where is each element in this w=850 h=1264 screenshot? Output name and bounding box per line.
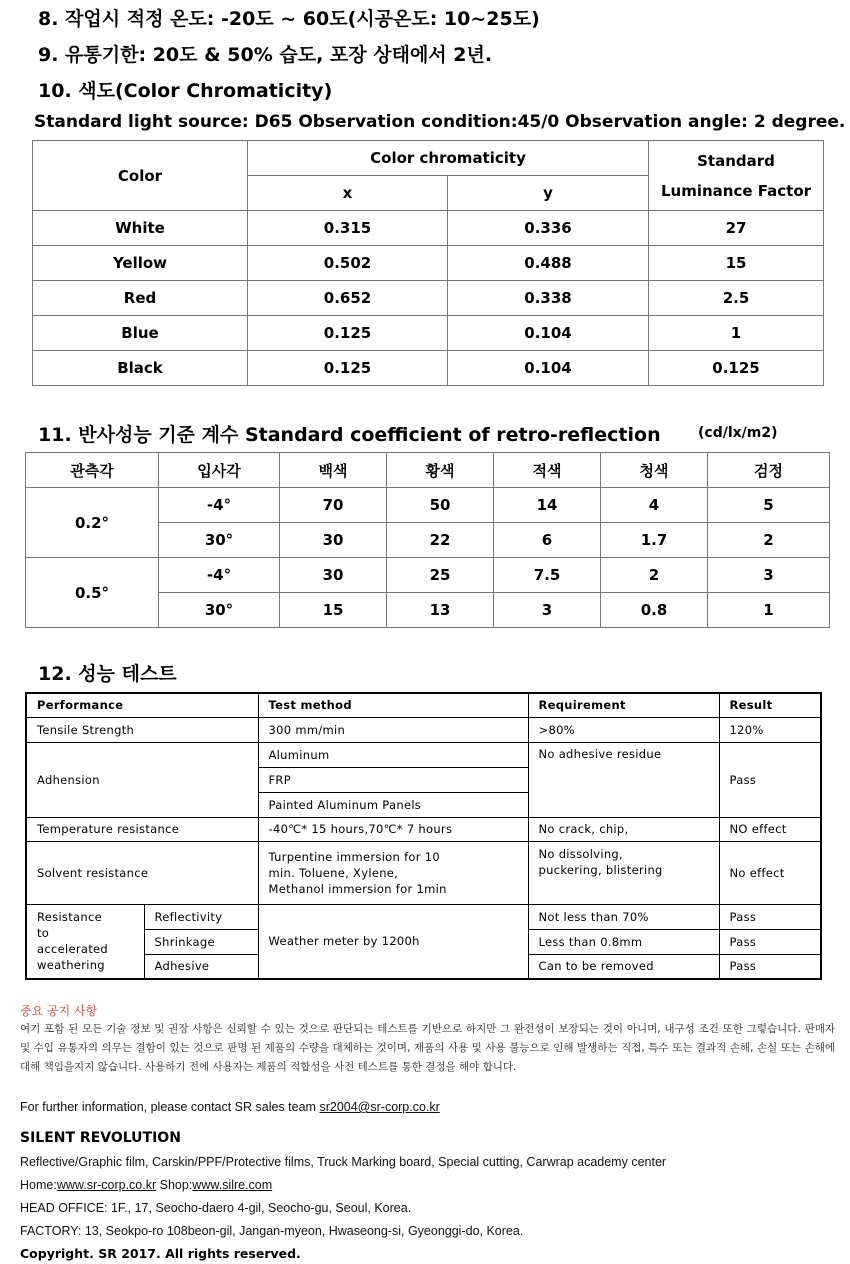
retro-reflection-table bbox=[25, 452, 830, 628]
entrance-angle: 30° bbox=[159, 523, 280, 558]
y-value: 0.338 bbox=[448, 281, 649, 316]
item-11-heading: 11. 반사성능 기준 계수 Standard coefficient of retro-reflection bbox=[38, 424, 661, 446]
result: Pass bbox=[719, 929, 821, 954]
performance-name: Temperature resistance bbox=[26, 817, 258, 841]
table-row bbox=[33, 281, 824, 316]
y-value: 0.488 bbox=[448, 246, 649, 281]
value-black: 1 bbox=[708, 593, 830, 628]
table-row bbox=[33, 316, 824, 351]
perf-line: weathering bbox=[37, 958, 105, 973]
color-name: Black bbox=[33, 351, 248, 386]
requirement: >80% bbox=[528, 717, 719, 742]
result: Pass bbox=[719, 954, 821, 979]
perf-line: accelerated bbox=[37, 942, 108, 957]
value-black: 3 bbox=[708, 558, 830, 593]
value-yellow: 22 bbox=[387, 523, 494, 558]
table-row bbox=[26, 817, 821, 841]
test-method: FRP bbox=[258, 767, 528, 792]
x-value: 0.652 bbox=[248, 281, 448, 316]
table-row bbox=[33, 351, 824, 386]
header-black: 검정 bbox=[708, 453, 830, 488]
value-yellow: 25 bbox=[387, 558, 494, 593]
header-yellow: 황색 bbox=[387, 453, 494, 488]
notice-title: 중요 공지 사항 bbox=[20, 1004, 98, 1018]
table-header-row bbox=[26, 693, 821, 717]
value-red: 7.5 bbox=[494, 558, 601, 593]
requirement-line: No dissolving, bbox=[538, 846, 623, 861]
sub-performance: Reflectivity bbox=[144, 904, 258, 929]
sub-performance: Adhesive bbox=[144, 954, 258, 979]
sub-performance: Shrinkage bbox=[144, 929, 258, 954]
color-name: White bbox=[33, 211, 248, 246]
performance-name bbox=[26, 904, 144, 979]
header-test-method: Test method bbox=[258, 693, 528, 717]
perf-line: Resistance bbox=[37, 910, 102, 925]
table-row bbox=[33, 211, 824, 246]
requirement: Not less than 70% bbox=[528, 904, 719, 929]
value-yellow: 13 bbox=[387, 593, 494, 628]
table-row bbox=[26, 841, 821, 904]
value-white: 15 bbox=[280, 593, 387, 628]
value-black: 2 bbox=[708, 523, 830, 558]
luminance-value: 1 bbox=[649, 316, 824, 351]
header-white: 백색 bbox=[280, 453, 387, 488]
header-luminance bbox=[649, 141, 824, 211]
value-red: 6 bbox=[494, 523, 601, 558]
test-method: -40℃* 15 hours,70℃* 7 hours bbox=[258, 817, 528, 841]
header-luminance-line1: Standard bbox=[697, 151, 775, 170]
requirement: No crack, chip, bbox=[528, 817, 719, 841]
performance-name: Tensile Strength bbox=[26, 717, 258, 742]
value-black: 5 bbox=[708, 488, 830, 523]
value-blue: 4 bbox=[601, 488, 708, 523]
contact-line bbox=[20, 1100, 440, 1114]
y-value: 0.336 bbox=[448, 211, 649, 246]
performance-test-table bbox=[25, 692, 822, 980]
requirement: Can to be removed bbox=[528, 954, 719, 979]
luminance-value: 15 bbox=[649, 246, 824, 281]
value-white: 70 bbox=[280, 488, 387, 523]
factory-address: FACTORY: 13, Seokpo-ro 108beon-gil, Jangan-myeon, Hwaseong-si, Gyeonggi-do, Korea. bbox=[20, 1224, 524, 1238]
value-red: 3 bbox=[494, 593, 601, 628]
header-performance: Performance bbox=[26, 693, 258, 717]
header-red: 적색 bbox=[494, 453, 601, 488]
table-row bbox=[26, 558, 830, 593]
header-color: Color bbox=[33, 141, 248, 211]
result: 120% bbox=[719, 717, 821, 742]
test-method bbox=[258, 841, 528, 904]
contact-email-link[interactable]: sr2004@sr-corp.co.kr bbox=[319, 1100, 440, 1114]
standard-conditions: Standard light source: D65 Observation condition:45/0 Observation angle: 2 degree. bbox=[34, 112, 846, 132]
x-value: 0.315 bbox=[248, 211, 448, 246]
table-row bbox=[26, 488, 830, 523]
observation-angle: 0.2° bbox=[26, 488, 159, 558]
table-header-row bbox=[26, 453, 830, 488]
company-services: Reflective/Graphic film, Carskin/PPF/Protective films, Truck Marking board, Special cutting, Carwrap academy center bbox=[20, 1155, 667, 1169]
table-row bbox=[26, 904, 821, 929]
requirement-line: puckering, blistering bbox=[538, 862, 663, 877]
value-yellow: 50 bbox=[387, 488, 494, 523]
head-office-address: HEAD OFFICE: 1F., 17, Seocho-daero 4-gil, Seocho-gu, Seoul, Korea. bbox=[20, 1201, 412, 1215]
performance-name: Adhension bbox=[26, 742, 258, 817]
table-row bbox=[33, 246, 824, 281]
home-label: Home: bbox=[20, 1178, 57, 1192]
method-line: Methanol immersion for 1min bbox=[268, 881, 447, 896]
value-white: 30 bbox=[280, 523, 387, 558]
entrance-angle: -4° bbox=[159, 558, 280, 593]
header-observation-angle: 관측각 bbox=[26, 453, 159, 488]
company-name: SILENT REVOLUTION bbox=[20, 1130, 181, 1146]
method-line: min. Toluene, Xylene, bbox=[268, 865, 399, 880]
perf-line: to bbox=[37, 926, 50, 941]
color-chromaticity-table bbox=[32, 140, 824, 386]
color-name: Blue bbox=[33, 316, 248, 351]
x-value: 0.502 bbox=[248, 246, 448, 281]
test-method: Aluminum bbox=[258, 742, 528, 767]
header-x: x bbox=[248, 176, 448, 211]
requirement: Less than 0.8mm bbox=[528, 929, 719, 954]
requirement bbox=[528, 841, 719, 904]
shop-label: Shop: bbox=[156, 1178, 193, 1192]
result: No effect bbox=[719, 841, 821, 904]
notice-body: 여기 포함 된 모든 기술 정보 및 권장 사항은 신뢰할 수 있는 것으로 판단되는 테스트를 기반으로 하지만 그 완전성이 보장되는 것이 아니며, 내구성 조건 또한 그렇습니다. 판매자 및 수입 유통자의 의무는 결함이 있는 것으로 판명 된 제품의 수량을 대체하는 것이며, 제품의 사용 및 사용 불능으로 인해 발생하는 직접, 특수 또는 결과적 손해, 손실 또는 손해에 대해 책임을지지 않습니다. 사용하기 전에 사용자는 제품의 적합성을 사전 테스트를 통한 결정을 해야 합니다. bbox=[20, 1023, 835, 1073]
contact-text: For further information, please contact SR sales team bbox=[20, 1100, 320, 1114]
copyright: Copyright. SR 2017. All rights reserved. bbox=[20, 1246, 301, 1261]
item-11-unit: (cd/lx/m2) bbox=[698, 425, 778, 441]
y-value: 0.104 bbox=[448, 351, 649, 386]
result: Pass bbox=[719, 742, 821, 817]
header-blue: 청색 bbox=[601, 453, 708, 488]
item-8-heading: 8. 작업시 적정 온도: -20도 ~ 60도(시공온도: 10~25도) bbox=[38, 8, 540, 30]
entrance-angle: -4° bbox=[159, 488, 280, 523]
color-name: Red bbox=[33, 281, 248, 316]
luminance-value: 0.125 bbox=[649, 351, 824, 386]
color-name: Yellow bbox=[33, 246, 248, 281]
x-value: 0.125 bbox=[248, 351, 448, 386]
table-row bbox=[26, 717, 821, 742]
method-line: Turpentine immersion for 10 bbox=[268, 849, 440, 864]
header-result: Result bbox=[719, 693, 821, 717]
entrance-angle: 30° bbox=[159, 593, 280, 628]
table-row bbox=[26, 742, 821, 767]
value-blue: 1.7 bbox=[601, 523, 708, 558]
luminance-value: 27 bbox=[649, 211, 824, 246]
test-method: Painted Aluminum Panels bbox=[258, 792, 528, 817]
header-luminance-line2: Luminance Factor bbox=[661, 181, 812, 200]
result: Pass bbox=[719, 904, 821, 929]
requirement: No adhesive residue bbox=[528, 742, 719, 817]
test-method: Weather meter by 1200h bbox=[258, 904, 528, 979]
home-link[interactable]: www.sr-corp.co.kr bbox=[56, 1178, 157, 1192]
header-requirement: Requirement bbox=[528, 693, 719, 717]
performance-name: Solvent resistance bbox=[26, 841, 258, 904]
result: NO effect bbox=[719, 817, 821, 841]
company-links bbox=[20, 1178, 272, 1192]
header-y: y bbox=[448, 176, 649, 211]
value-white: 30 bbox=[280, 558, 387, 593]
y-value: 0.104 bbox=[448, 316, 649, 351]
observation-angle: 0.5° bbox=[26, 558, 159, 628]
header-entrance-angle: 입사각 bbox=[159, 453, 280, 488]
item-9-heading: 9. 유통기한: 20도 & 50% 습도, 포장 상태에서 2년. bbox=[38, 44, 493, 66]
item-12-heading: 12. 성능 테스트 bbox=[38, 663, 177, 685]
test-method: 300 mm/min bbox=[258, 717, 528, 742]
item-10-heading: 10. 색도(Color Chromaticity) bbox=[38, 80, 333, 102]
x-value: 0.125 bbox=[248, 316, 448, 351]
luminance-value: 2.5 bbox=[649, 281, 824, 316]
value-blue: 0.8 bbox=[601, 593, 708, 628]
shop-link[interactable]: www.silre.com bbox=[192, 1178, 273, 1192]
header-chromaticity: Color chromaticity bbox=[248, 141, 649, 176]
value-blue: 2 bbox=[601, 558, 708, 593]
value-red: 14 bbox=[494, 488, 601, 523]
